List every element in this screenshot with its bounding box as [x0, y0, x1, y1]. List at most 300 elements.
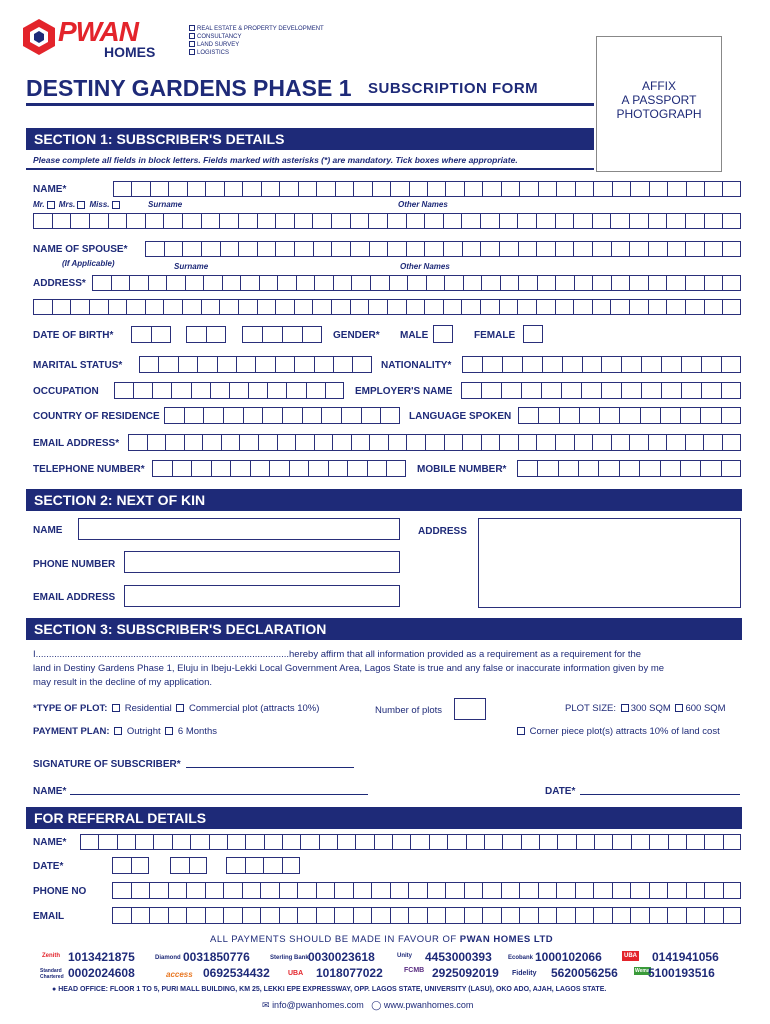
char-box[interactable] — [178, 356, 197, 373]
char-box[interactable] — [462, 241, 481, 257]
char-box[interactable] — [145, 213, 164, 229]
char-box[interactable] — [98, 834, 116, 850]
char-box[interactable] — [332, 434, 351, 451]
telephone-boxes[interactable] — [152, 460, 406, 477]
footer-website[interactable]: www.pwanhomes.com — [383, 1000, 474, 1010]
char-box[interactable] — [131, 882, 150, 899]
char-box[interactable] — [480, 299, 499, 315]
char-box[interactable] — [149, 882, 168, 899]
char-box[interactable] — [314, 275, 333, 291]
char-box[interactable] — [223, 407, 243, 424]
outright-checkbox[interactable] — [114, 727, 122, 735]
char-box[interactable] — [331, 213, 350, 229]
char-box[interactable] — [538, 407, 558, 424]
char-box[interactable] — [128, 434, 147, 451]
nok-email-field[interactable] — [124, 585, 400, 607]
char-box[interactable] — [166, 275, 185, 291]
passport-photo-box[interactable] — [596, 36, 722, 172]
char-box[interactable] — [205, 181, 223, 197]
char-box[interactable] — [461, 213, 480, 229]
char-box[interactable] — [153, 834, 171, 850]
char-box[interactable] — [369, 241, 388, 257]
char-box[interactable] — [341, 407, 361, 424]
nok-name-field[interactable] — [78, 518, 400, 540]
char-box[interactable] — [463, 275, 482, 291]
char-box[interactable] — [538, 882, 557, 899]
char-box[interactable] — [480, 213, 499, 229]
char-box[interactable] — [649, 834, 667, 850]
char-box[interactable] — [392, 834, 410, 850]
six-months-checkbox[interactable] — [165, 727, 173, 735]
char-box[interactable] — [593, 181, 611, 197]
char-box[interactable] — [722, 213, 741, 229]
char-box[interactable] — [328, 460, 348, 477]
char-box[interactable] — [541, 382, 561, 399]
commercial-checkbox[interactable] — [176, 704, 184, 712]
char-box[interactable] — [111, 275, 130, 291]
char-box[interactable] — [555, 275, 574, 291]
char-box[interactable] — [556, 181, 574, 197]
char-box[interactable] — [686, 181, 704, 197]
char-box[interactable] — [164, 407, 184, 424]
char-box[interactable] — [700, 407, 720, 424]
char-box[interactable] — [593, 882, 612, 899]
char-box[interactable] — [722, 299, 741, 315]
signature-line[interactable] — [186, 767, 354, 768]
char-box[interactable] — [518, 275, 537, 291]
char-box[interactable] — [501, 382, 521, 399]
char-box[interactable] — [667, 882, 686, 899]
mr-checkbox[interactable] — [47, 201, 55, 209]
char-box[interactable] — [621, 382, 641, 399]
char-box[interactable] — [649, 907, 668, 924]
char-box[interactable] — [574, 434, 593, 451]
char-box[interactable] — [536, 213, 555, 229]
name-boxes[interactable] — [113, 181, 741, 197]
char-box[interactable] — [269, 460, 289, 477]
dob-year-boxes[interactable] — [242, 326, 322, 343]
char-box[interactable] — [70, 299, 89, 315]
char-box[interactable] — [721, 460, 741, 477]
char-box[interactable] — [390, 907, 409, 924]
char-box[interactable] — [242, 181, 260, 197]
char-box[interactable] — [223, 882, 242, 899]
char-box[interactable] — [224, 181, 242, 197]
char-box[interactable] — [612, 181, 630, 197]
char-box[interactable] — [610, 213, 629, 229]
char-box[interactable] — [427, 907, 446, 924]
char-box[interactable] — [205, 907, 224, 924]
char-box[interactable] — [186, 882, 205, 899]
char-box[interactable] — [555, 241, 574, 257]
char-box[interactable] — [573, 299, 592, 315]
char-box[interactable] — [172, 460, 192, 477]
char-box[interactable] — [185, 275, 204, 291]
char-box[interactable] — [352, 356, 371, 373]
char-box[interactable] — [685, 434, 704, 451]
char-box[interactable] — [481, 275, 500, 291]
char-box[interactable] — [350, 299, 369, 315]
ref-date-day[interactable] — [112, 857, 149, 874]
char-box[interactable] — [501, 882, 520, 899]
char-box[interactable] — [592, 213, 611, 229]
char-box[interactable] — [258, 434, 277, 451]
char-box[interactable] — [704, 882, 723, 899]
char-box[interactable] — [334, 882, 353, 899]
char-box[interactable] — [52, 299, 71, 315]
char-box[interactable] — [447, 834, 465, 850]
char-box[interactable] — [131, 181, 149, 197]
address-boxes-2[interactable] — [33, 299, 741, 315]
char-box[interactable] — [279, 907, 298, 924]
char-box[interactable] — [518, 434, 537, 451]
char-box[interactable] — [314, 356, 333, 373]
char-box[interactable] — [172, 834, 190, 850]
char-box[interactable] — [519, 181, 537, 197]
char-box[interactable] — [380, 407, 400, 424]
char-box[interactable] — [703, 434, 722, 451]
char-box[interactable] — [238, 299, 257, 315]
char-box[interactable] — [649, 882, 668, 899]
char-box[interactable] — [325, 382, 344, 399]
char-box[interactable] — [611, 275, 630, 291]
char-box[interactable] — [500, 275, 519, 291]
char-box[interactable] — [681, 356, 701, 373]
char-box[interactable] — [464, 907, 483, 924]
char-box[interactable] — [537, 460, 557, 477]
char-box[interactable] — [371, 907, 390, 924]
char-box[interactable] — [334, 907, 353, 924]
char-box[interactable] — [112, 907, 131, 924]
char-box[interactable] — [557, 834, 575, 850]
char-box[interactable] — [660, 407, 680, 424]
char-box[interactable] — [685, 275, 704, 291]
char-box[interactable] — [211, 460, 231, 477]
char-box[interactable] — [126, 299, 145, 315]
char-box[interactable] — [517, 299, 536, 315]
char-box[interactable] — [279, 181, 297, 197]
char-box[interactable] — [243, 407, 263, 424]
char-box[interactable] — [316, 882, 335, 899]
char-box[interactable] — [238, 213, 257, 229]
email-boxes[interactable] — [128, 434, 741, 451]
char-box[interactable] — [308, 460, 328, 477]
char-box[interactable] — [461, 299, 480, 315]
char-box[interactable] — [685, 241, 704, 257]
decl-date-line[interactable] — [580, 794, 740, 795]
char-box[interactable] — [387, 213, 406, 229]
char-box[interactable] — [367, 460, 387, 477]
char-box[interactable] — [409, 181, 427, 197]
char-box[interactable] — [205, 882, 224, 899]
char-box[interactable] — [619, 460, 639, 477]
char-box[interactable] — [190, 834, 208, 850]
char-box[interactable] — [426, 275, 445, 291]
char-box[interactable] — [612, 907, 631, 924]
char-box[interactable] — [89, 213, 108, 229]
char-box[interactable] — [242, 907, 261, 924]
char-box[interactable] — [685, 299, 704, 315]
char-box[interactable] — [316, 907, 335, 924]
char-box[interactable] — [149, 907, 168, 924]
char-box[interactable] — [630, 181, 648, 197]
char-box[interactable] — [129, 275, 148, 291]
char-box[interactable] — [186, 326, 206, 343]
char-box[interactable] — [443, 299, 462, 315]
char-box[interactable] — [501, 181, 519, 197]
name-boxes-2[interactable] — [33, 213, 741, 229]
char-box[interactable] — [592, 434, 611, 451]
char-box[interactable] — [248, 382, 267, 399]
char-box[interactable] — [521, 382, 541, 399]
char-box[interactable] — [201, 299, 220, 315]
char-box[interactable] — [502, 834, 520, 850]
char-box[interactable] — [145, 299, 164, 315]
char-box[interactable] — [722, 181, 740, 197]
char-box[interactable] — [126, 213, 145, 229]
char-box[interactable] — [337, 834, 355, 850]
char-box[interactable] — [406, 434, 425, 451]
char-box[interactable] — [501, 907, 520, 924]
char-box[interactable] — [321, 407, 341, 424]
char-box[interactable] — [407, 275, 426, 291]
char-box[interactable] — [562, 356, 582, 373]
char-box[interactable] — [368, 213, 387, 229]
char-box[interactable] — [165, 434, 184, 451]
country-boxes[interactable] — [164, 407, 400, 424]
char-box[interactable] — [209, 834, 227, 850]
char-box[interactable] — [312, 213, 331, 229]
nok-phone-field[interactable] — [124, 551, 400, 573]
char-box[interactable] — [184, 434, 203, 451]
miss-checkbox[interactable] — [112, 201, 120, 209]
char-box[interactable] — [641, 356, 661, 373]
char-box[interactable] — [351, 434, 370, 451]
char-box[interactable] — [312, 299, 331, 315]
footer-email[interactable]: info@pwanhomes.com — [272, 1000, 364, 1010]
char-box[interactable] — [221, 434, 240, 451]
char-box[interactable] — [406, 213, 425, 229]
char-box[interactable] — [202, 434, 221, 451]
char-box[interactable] — [499, 434, 518, 451]
char-box[interactable] — [519, 882, 538, 899]
char-box[interactable] — [648, 213, 667, 229]
char-box[interactable] — [661, 382, 681, 399]
char-box[interactable] — [499, 213, 518, 229]
char-box[interactable] — [227, 834, 245, 850]
char-box[interactable] — [158, 356, 177, 373]
char-box[interactable] — [482, 882, 501, 899]
char-box[interactable] — [517, 213, 536, 229]
char-box[interactable] — [261, 181, 279, 197]
char-box[interactable] — [481, 382, 501, 399]
char-box[interactable] — [630, 882, 649, 899]
char-box[interactable] — [182, 241, 201, 257]
char-box[interactable] — [610, 299, 629, 315]
char-box[interactable] — [210, 382, 229, 399]
char-box[interactable] — [133, 382, 152, 399]
char-box[interactable] — [294, 241, 313, 257]
char-box[interactable] — [151, 326, 171, 343]
char-box[interactable] — [612, 834, 630, 850]
char-box[interactable] — [575, 907, 594, 924]
char-box[interactable] — [611, 241, 630, 257]
char-box[interactable] — [163, 213, 182, 229]
char-box[interactable] — [537, 275, 556, 291]
char-box[interactable] — [368, 299, 387, 315]
char-box[interactable] — [331, 241, 350, 257]
char-box[interactable] — [461, 382, 481, 399]
char-box[interactable] — [300, 834, 318, 850]
char-box[interactable] — [561, 382, 581, 399]
char-box[interactable] — [187, 181, 205, 197]
char-box[interactable] — [648, 241, 667, 257]
char-box[interactable] — [573, 213, 592, 229]
char-box[interactable] — [581, 382, 601, 399]
char-box[interactable] — [599, 407, 619, 424]
char-box[interactable] — [686, 882, 705, 899]
char-box[interactable] — [139, 356, 158, 373]
char-box[interactable] — [206, 326, 226, 343]
char-box[interactable] — [184, 407, 204, 424]
char-box[interactable] — [429, 834, 447, 850]
char-box[interactable] — [294, 299, 313, 315]
char-box[interactable] — [660, 460, 680, 477]
char-box[interactable] — [538, 907, 557, 924]
char-box[interactable] — [295, 434, 314, 451]
char-box[interactable] — [297, 907, 316, 924]
char-box[interactable] — [296, 275, 315, 291]
char-box[interactable] — [369, 434, 388, 451]
char-box[interactable] — [558, 460, 578, 477]
char-box[interactable] — [223, 907, 242, 924]
char-box[interactable] — [445, 882, 464, 899]
ref-email-boxes[interactable] — [112, 907, 741, 924]
char-box[interactable] — [499, 299, 518, 315]
marital-boxes[interactable] — [139, 356, 372, 373]
char-box[interactable] — [629, 275, 648, 291]
char-box[interactable] — [704, 181, 722, 197]
char-box[interactable] — [170, 857, 189, 874]
char-box[interactable] — [262, 407, 282, 424]
char-box[interactable] — [410, 834, 428, 850]
char-box[interactable] — [704, 299, 723, 315]
char-box[interactable] — [641, 382, 661, 399]
char-box[interactable] — [704, 834, 722, 850]
char-box[interactable] — [704, 241, 723, 257]
char-box[interactable] — [264, 834, 282, 850]
char-box[interactable] — [33, 213, 52, 229]
char-box[interactable] — [594, 834, 612, 850]
char-box[interactable] — [191, 460, 211, 477]
occupation-boxes[interactable] — [114, 382, 344, 399]
char-box[interactable] — [240, 275, 259, 291]
char-box[interactable] — [668, 834, 686, 850]
char-box[interactable] — [681, 382, 701, 399]
char-box[interactable] — [406, 241, 425, 257]
char-box[interactable] — [387, 299, 406, 315]
char-box[interactable] — [601, 356, 621, 373]
char-box[interactable] — [314, 434, 333, 451]
char-box[interactable] — [539, 834, 557, 850]
char-box[interactable] — [259, 275, 278, 291]
char-box[interactable] — [556, 882, 575, 899]
char-box[interactable] — [355, 834, 373, 850]
char-box[interactable] — [502, 356, 522, 373]
residential-checkbox[interactable] — [112, 704, 120, 712]
char-box[interactable] — [722, 241, 741, 257]
char-box[interactable] — [629, 213, 648, 229]
char-box[interactable] — [601, 382, 621, 399]
char-box[interactable] — [201, 241, 220, 257]
char-box[interactable] — [289, 460, 309, 477]
char-box[interactable] — [191, 382, 210, 399]
char-box[interactable] — [462, 356, 482, 373]
char-box[interactable] — [629, 299, 648, 315]
char-box[interactable] — [466, 834, 484, 850]
char-box[interactable] — [152, 460, 172, 477]
char-box[interactable] — [70, 213, 89, 229]
char-box[interactable] — [131, 907, 150, 924]
char-box[interactable] — [333, 275, 352, 291]
char-box[interactable] — [517, 460, 537, 477]
char-box[interactable] — [518, 241, 537, 257]
char-box[interactable] — [219, 213, 238, 229]
char-box[interactable] — [576, 834, 594, 850]
char-box[interactable] — [282, 857, 301, 874]
char-box[interactable] — [629, 434, 648, 451]
spouse-boxes[interactable] — [145, 241, 741, 257]
char-box[interactable] — [445, 907, 464, 924]
char-box[interactable] — [242, 326, 262, 343]
char-box[interactable] — [444, 434, 463, 451]
char-box[interactable] — [353, 907, 372, 924]
char-box[interactable] — [245, 834, 263, 850]
char-box[interactable] — [286, 382, 305, 399]
char-box[interactable] — [89, 299, 108, 315]
char-box[interactable] — [226, 857, 245, 874]
char-box[interactable] — [350, 241, 369, 257]
char-box[interactable] — [168, 181, 186, 197]
char-box[interactable] — [704, 213, 723, 229]
char-box[interactable] — [267, 382, 286, 399]
char-box[interactable] — [117, 834, 135, 850]
char-box[interactable] — [370, 275, 389, 291]
char-box[interactable] — [667, 907, 686, 924]
char-box[interactable] — [721, 382, 741, 399]
char-box[interactable] — [282, 834, 300, 850]
char-box[interactable] — [275, 299, 294, 315]
char-box[interactable] — [666, 213, 685, 229]
nationality-boxes[interactable] — [462, 356, 741, 373]
nok-address-field[interactable] — [478, 518, 741, 608]
char-box[interactable] — [443, 213, 462, 229]
char-box[interactable] — [575, 882, 594, 899]
char-box[interactable] — [372, 181, 390, 197]
char-box[interactable] — [263, 857, 282, 874]
char-box[interactable] — [275, 213, 294, 229]
char-box[interactable] — [574, 275, 593, 291]
char-box[interactable] — [519, 907, 538, 924]
char-box[interactable] — [386, 460, 406, 477]
char-box[interactable] — [578, 460, 598, 477]
char-box[interactable] — [612, 882, 631, 899]
char-box[interactable] — [686, 907, 705, 924]
char-box[interactable] — [481, 434, 500, 451]
char-box[interactable] — [302, 326, 322, 343]
char-box[interactable] — [722, 275, 741, 291]
char-box[interactable] — [408, 907, 427, 924]
